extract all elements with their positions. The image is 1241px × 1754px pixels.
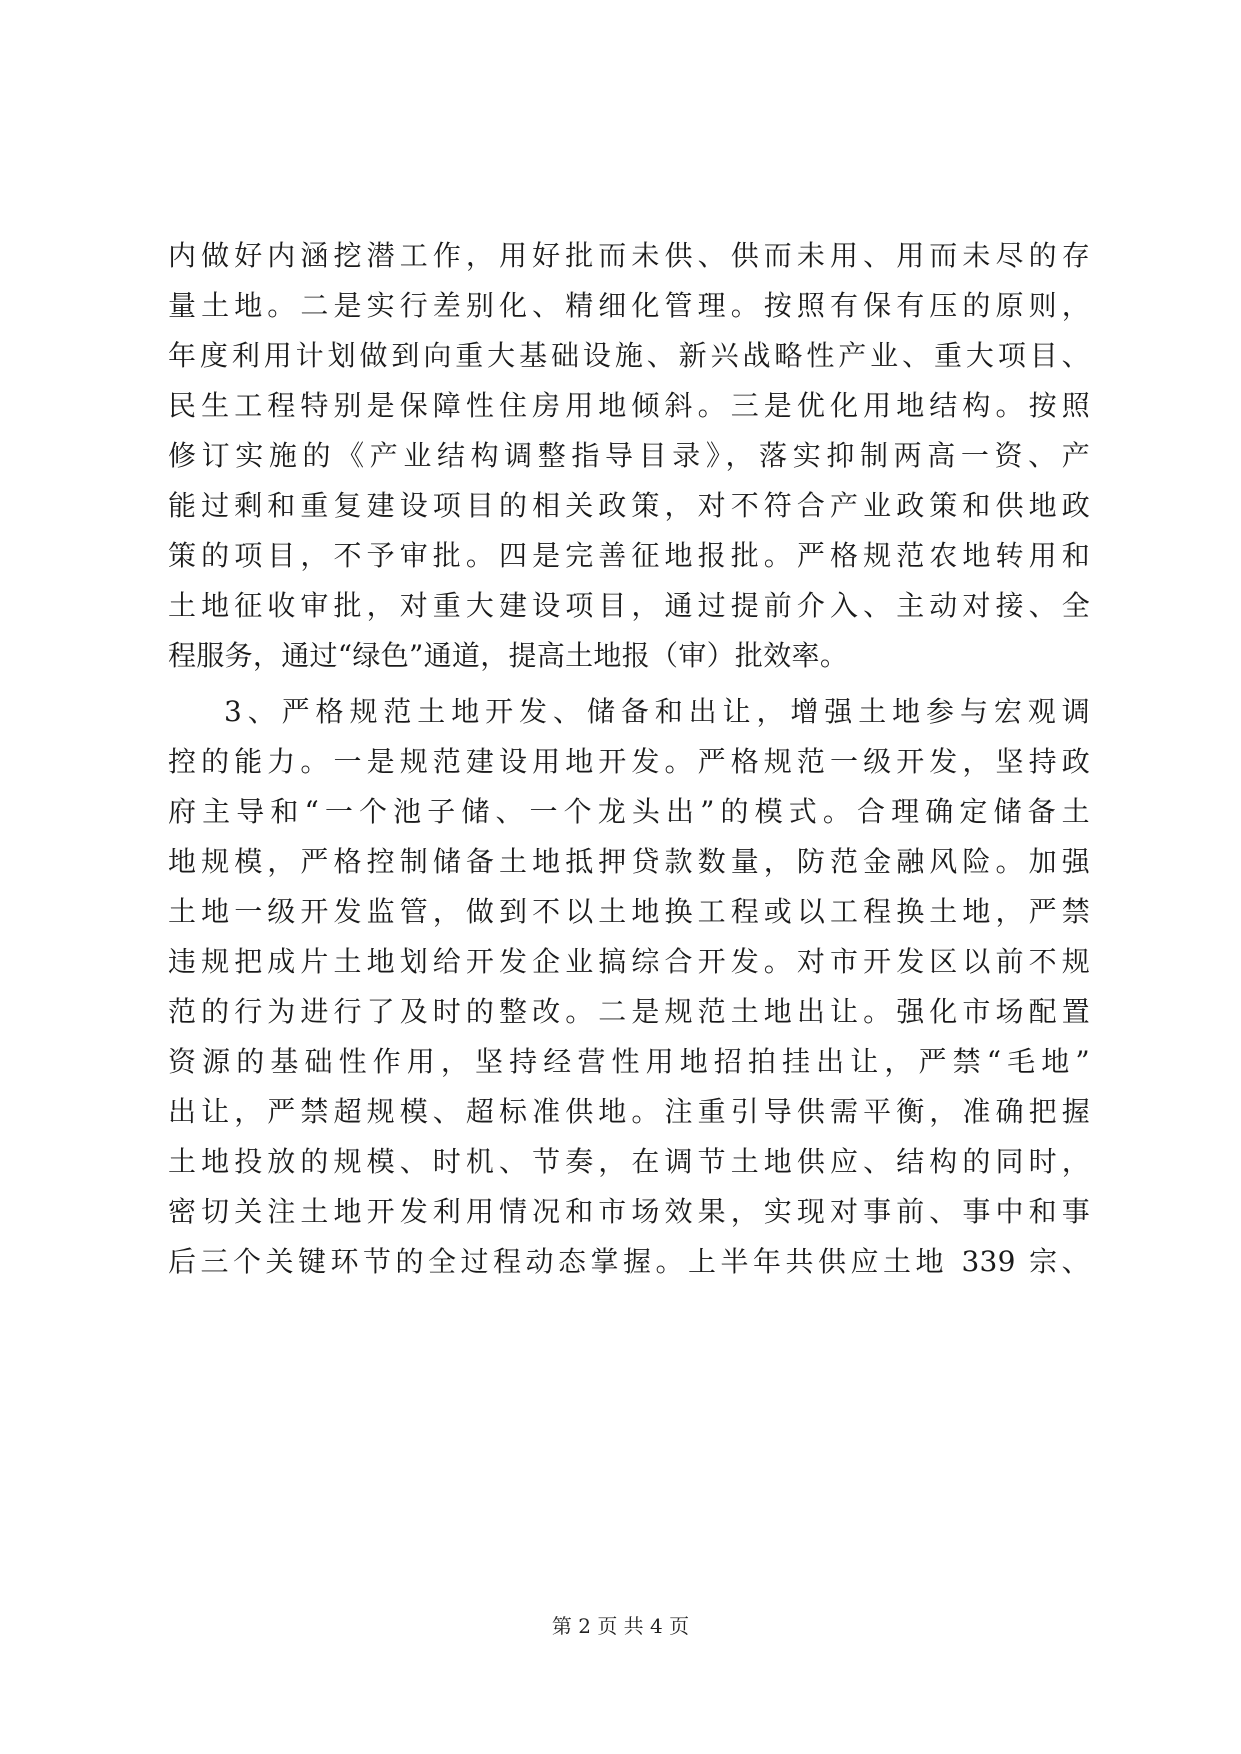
text-line: 后三个关键环节的全过程动态掌握。上半年共供应土地 339 宗、 xyxy=(168,1245,1090,1278)
text-line: 府主导和“一个池子储、一个龙头出”的模式。合理确定储备土 xyxy=(168,795,1090,828)
text-line: 土地一级开发监管，做到不以土地换工程或以工程换土地，严禁 xyxy=(168,895,1090,928)
paragraph-2 xyxy=(168,687,1090,1287)
text-line: 出让，严禁超规模、超标准供地。注重引导供需平衡，准确把握 xyxy=(168,1095,1090,1128)
text-line: 违规把成片土地划给开发企业搞综合开发。对市开发区以前不规 xyxy=(168,945,1090,978)
text-line: 民生工程特别是保障性住房用地倾斜。三是优化用地结构。按照 xyxy=(168,389,1090,422)
document-body xyxy=(168,231,1090,1287)
text-line: 内做好内涵挖潜工作，用好批而未供、供而未用、用而未尽的存 xyxy=(168,239,1090,272)
text-line: 密切关注土地开发利用情况和市场效果，实现对事前、事中和事 xyxy=(168,1195,1090,1228)
text-line: 策的项目，不予审批。四是完善征地报批。严格规范农地转用和 xyxy=(168,539,1090,572)
text-line: 资源的基础性作用，坚持经营性用地招拍挂出让，严禁“毛地” xyxy=(168,1045,1090,1078)
text-line: 控的能力。一是规范建设用地开发。严格规范一级开发，坚持政 xyxy=(168,745,1090,778)
text-line: 年度利用计划做到向重大基础设施、新兴战略性产业、重大项目、 xyxy=(168,339,1090,372)
paragraph-1 xyxy=(168,231,1090,681)
page-number-footer: 第 2 页 共 4 页 xyxy=(551,1614,690,1638)
text-line: 修订实施的《产业结构调整指导目录》，落实抑制两高一资、产 xyxy=(168,439,1090,472)
text-line: 程服务，通过“绿色”通道，提高土地报（审）批效率。 xyxy=(168,639,849,672)
text-line: 地规模，严格控制储备土地抵押贷款数量，防范金融风险。加强 xyxy=(168,845,1090,878)
text-line: 量土地。二是实行差别化、精细化管理。按照有保有压的原则， xyxy=(168,289,1090,322)
text-line: 范的行为进行了及时的整改。二是规范土地出让。强化市场配置 xyxy=(168,995,1090,1028)
text-line: 土地投放的规模、时机、节奏，在调节土地供应、结构的同时， xyxy=(168,1145,1090,1178)
text-line: 土地征收审批，对重大建设项目，通过提前介入、主动对接、全 xyxy=(168,589,1090,622)
text-line: 能过剩和重复建设项目的相关政策，对不符合产业政策和供地政 xyxy=(168,489,1090,522)
text-line: 3、严格规范土地开发、储备和出让，增强土地参与宏观调 xyxy=(224,695,1090,728)
